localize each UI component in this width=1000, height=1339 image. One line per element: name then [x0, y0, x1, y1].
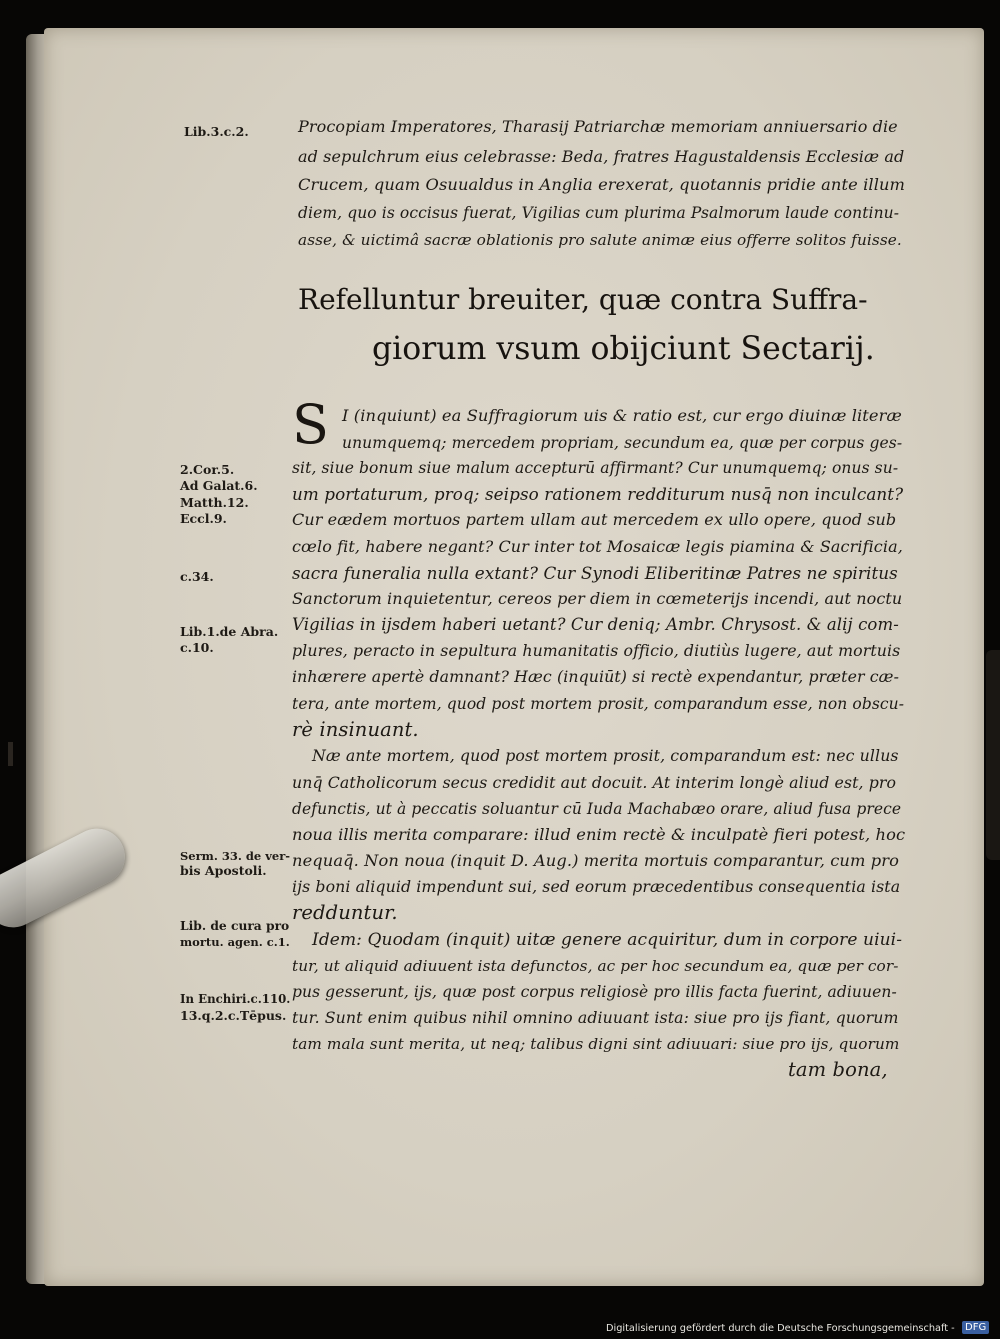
margin-note-lib3: Lib.3.c.2.: [184, 124, 249, 139]
margin-note-abra: Lib.1.de Abra.: [180, 624, 279, 639]
section-heading-line-1: Refelluntur breuiter, quæ contra Suffra-: [298, 283, 868, 316]
margin-note-apostoli: bis Apostoli.: [180, 863, 267, 878]
body-line-7: sacra funeralia nulla extant? Cur Synodi Eliberitinæ Patres ne spiritus: [292, 563, 898, 583]
header-line-2: ad sepulchrum eius celebrasse: Beda, fratres Hagustaldensis Ecclesiæ ad: [298, 147, 905, 166]
page-edge-tab: [986, 650, 1000, 860]
digitization-credit: Digitalisierung gefördert durch die Deutsche Forschungsgemeinschaft -: [606, 1323, 955, 1334]
body-line-1: I (inquiunt) ea Suffragiorum uis & ratio est, cur ergo diuinæ literæ: [342, 406, 902, 425]
body-line-19: ijs boni aliquid impendunt sui, sed eorum præcedentibus consequentia ista: [292, 877, 901, 896]
body-line-13: rè insinuant.: [292, 718, 419, 741]
body-line-24: tur. Sunt enim quibus nihil omnino adiuuant ista: siue pro ijs fiant, quorum: [292, 1008, 899, 1027]
margin-note-c10: c.10.: [180, 640, 214, 655]
margin-note-c34: c.34.: [180, 569, 214, 584]
body-line-12: tera, ante mortem, quod post mortem prosit, comparandum esse, non obscu-: [292, 695, 905, 713]
body-line-3: sit, siue bonum siue malum accepturū affirmant? Cur unumquemq; onus su-: [292, 459, 899, 477]
body-line-2: unumquemq; mercedem propriam, secundum ea, quæ per corpus ges-: [342, 434, 903, 452]
scan-marker: [8, 742, 13, 766]
body-line-4: um portaturum, proq; seipso rationem redditurum nusq̄ non inculcant?: [292, 484, 904, 504]
body-line-15: unq̄ Catholicorum secus credidit aut docuit. At interim longè aliud est, pro: [292, 773, 897, 792]
margin-note-matth: Matth.12.: [180, 495, 249, 510]
body-line-6: cœlo fit, habere negant? Cur inter tot Mosaicæ legis piamina & Sacrificia,: [292, 537, 903, 556]
margin-note-enchiri: In Enchiri.c.110.: [180, 992, 291, 1006]
body-line-23: pus gesserunt, ijs, quæ post corpus religiosè pro illis facta fuerint, adiuuen-: [292, 983, 897, 1001]
catchword: tam bona,: [788, 1058, 888, 1081]
body-line-14: Næ ante mortem, quod post mortem prosit, comparandum est: nec ullus: [312, 746, 899, 765]
margin-note-2cor: 2.Cor.5.: [180, 462, 235, 477]
body-line-10: plures, peracto in sepultura humanitatis officio, diutiùs lugere, aut mortuis: [292, 641, 901, 660]
margin-note-13q2: 13.q.2.c.Tēpus.: [180, 1008, 287, 1023]
header-line-5: asse, & uictimâ sacræ oblationis pro salute animæ eius offerre solitos fuisse.: [298, 231, 902, 249]
margin-note-serm33: Serm. 33. de ver-: [180, 849, 291, 863]
body-line-18: nequaq̄. Non noua (inquit D. Aug.) merita mortuis comparantur, cum pro: [292, 851, 900, 870]
body-line-21: Idem: Quodam (inquit) uitæ genere acquiritur, dum in corpore uiui-: [312, 930, 903, 950]
body-line-20: redduntur.: [292, 901, 398, 924]
body-line-17: noua illis merita comparare: illud enim rectè & inculpatè fieri potest, hoc: [292, 825, 906, 844]
section-heading-line-2: giorum vsum obijciunt Sectarij.: [372, 331, 875, 367]
body-line-8: Sanctorum inquietentur, cereos per diem in cœmeterijs incendi, aut noctu: [292, 589, 903, 608]
header-line-1: Procopiam Imperatores, Tharasij Patriarchæ memoriam anniuersario die: [298, 117, 898, 136]
header-line-3: Crucem, quam Osuualdus in Anglia erexerat, quotannis pridie ante illum: [298, 175, 906, 194]
margin-note-cura: Lib. de cura pro: [180, 918, 290, 933]
margin-note-eccl: Eccl.9.: [180, 511, 227, 526]
margin-note-mortu: mortu. agen. c.1.: [180, 935, 290, 949]
header-line-4: diem, quo is occisus fuerat, Vigilias cum plurima Psalmorum laude continu-: [298, 204, 900, 222]
body-line-25: tam mala sunt merita, ut neq; talibus digni sint adiuuari: siue pro ijs, quorum: [292, 1035, 900, 1053]
body-line-16: defunctis, ut à peccatis soluantur cū Iuda Machabæo orare, aliud fusa prece: [292, 800, 902, 818]
dfg-logo: DFG: [962, 1321, 989, 1334]
body-line-5: Cur eædem mortuos partem ullam aut mercedem ex ullo opere, quod sub: [292, 510, 897, 529]
margin-note-galat: Ad Galat.6.: [180, 478, 258, 493]
drop-cap: S: [292, 393, 329, 456]
body-line-9: Vigilias in ijsdem haberi uetant? Cur deniq; Ambr. Chrysost. & alij com-: [292, 615, 899, 634]
body-line-11: inhærere apertè damnant? Hæc (inquiūt) si rectè expendantur, præter cæ-: [292, 667, 900, 686]
body-line-22: tur, ut aliquid adiuuent ista defunctos, ac per hoc secundum ea, quæ per cor-: [292, 957, 899, 975]
